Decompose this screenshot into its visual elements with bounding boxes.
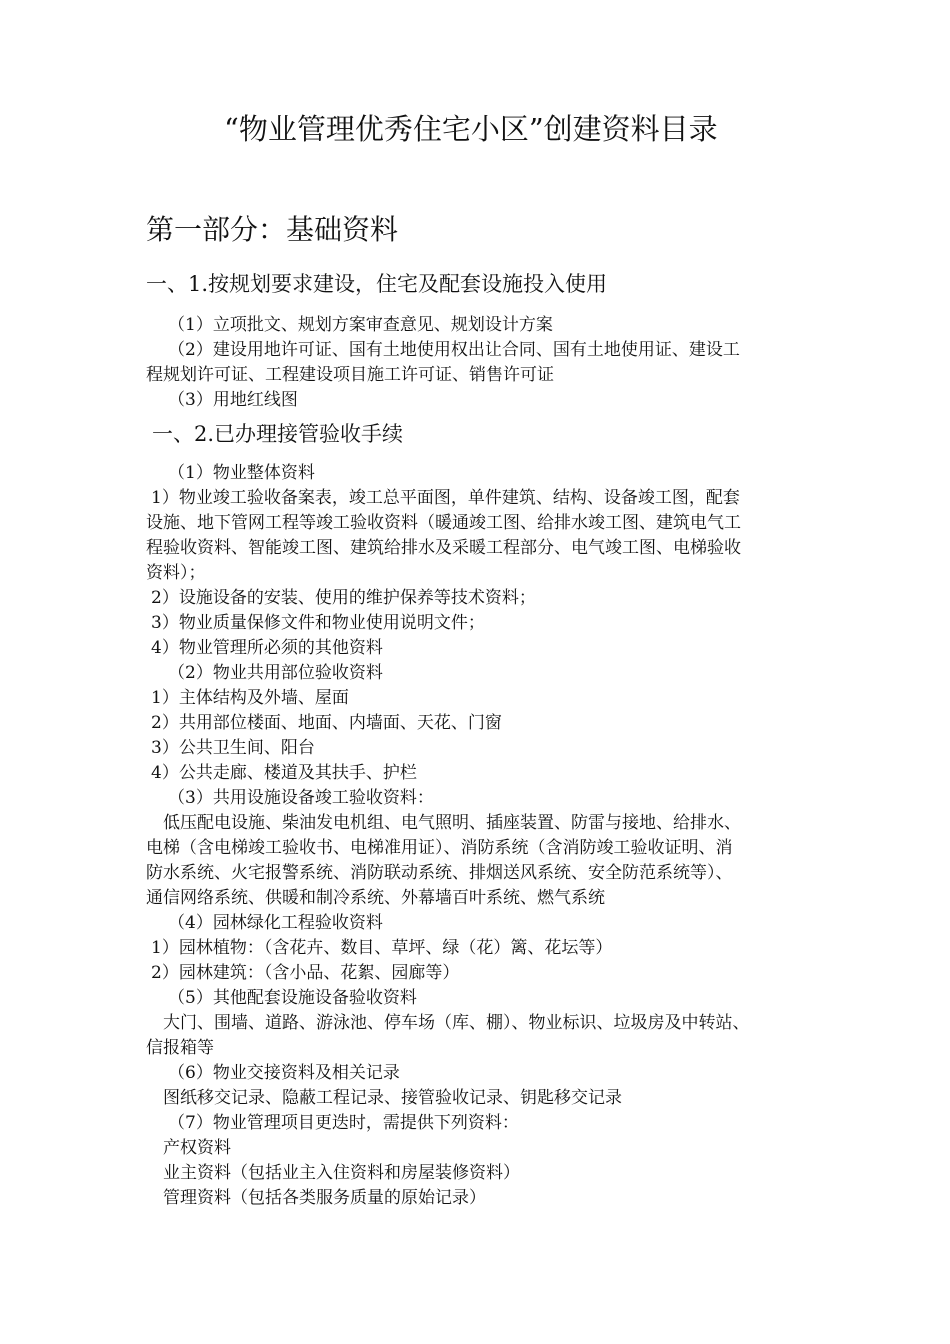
text-line: 程规划许可证、工程建设项目施工许可证、销售许可证 — [146, 365, 554, 385]
text-line: 1）主体结构及外墙、屋面 — [151, 688, 349, 708]
text-line: （5）其他配套设施设备验收资料 — [168, 988, 417, 1008]
text-line: 3）物业质量保修文件和物业使用说明文件； — [151, 613, 485, 633]
text-line: 2）设施设备的安装、使用的维护保养等技术资料； — [151, 588, 536, 608]
text-line: （1）物业整体资料 — [168, 463, 315, 483]
text-line: 程验收资料、智能竣工图、建筑给排水及采暖工程部分、电气竣工图、电梯验收 — [146, 538, 741, 558]
text-line: （1）立项批文、规划方案审查意见、规划设计方案 — [168, 315, 553, 335]
text-line: （6）物业交接资料及相关记录 — [168, 1063, 400, 1083]
text-line: 2）共用部位楼面、地面、内墙面、天花、门窗 — [151, 713, 502, 733]
text-line: 管理资料（包括各类服务质量的原始记录） — [163, 1188, 486, 1208]
text-line: 大门、围墙、道路、游泳池、停车场（库、棚）、物业标识、垃圾房及中转站、 — [163, 1013, 750, 1033]
document-title: “物业管理优秀住宅小区”创建资料目录 — [224, 112, 718, 146]
section-heading: 一、1.按规划要求建设，住宅及配套设施投入使用 — [146, 272, 608, 296]
text-line: 产权资料 — [163, 1138, 231, 1158]
text-line: （2）物业共用部位验收资料 — [168, 663, 383, 683]
text-line: 通信网络系统、供暖和制冷系统、外幕墙百叶系统、燃气系统 — [146, 888, 605, 908]
text-line: 低压配电设施、柴油发电机组、电气照明、插座装置、防雷与接地、给排水、 — [163, 813, 741, 833]
text-line: 业主资料（包括业主入住资料和房屋装修资料） — [163, 1163, 520, 1183]
text-line: 4）物业管理所必须的其他资料 — [151, 638, 383, 658]
text-line: 图纸移交记录、隐蔽工程记录、接管验收记录、钥匙移交记录 — [163, 1088, 622, 1108]
text-line: （2）建设用地许可证、国有土地使用权出让合同、国有土地使用证、建设工 — [168, 340, 740, 360]
text-line: 防水系统、火宅报警系统、消防联动系统、排烟送风系统、安全防范系统等）、 — [146, 863, 733, 883]
text-line: （7）物业管理项目更迭时，需提供下列资料： — [168, 1113, 519, 1133]
text-line: 3）公共卫生间、阳台 — [151, 738, 315, 758]
section-heading: 一、2.已办理接管验收手续 — [152, 422, 404, 446]
part-heading: 第一部分：基础资料 — [146, 213, 399, 246]
text-line: 4）公共走廊、楼道及其扶手、护栏 — [151, 763, 417, 783]
text-line: （4）园林绿化工程验收资料 — [168, 913, 383, 933]
text-line: 1）园林植物：（含花卉、数目、草坪、绿（花）篱、花坛等） — [151, 938, 613, 958]
text-line: （3）共用设施设备竣工验收资料： — [168, 788, 434, 808]
text-line: 电梯（含电梯竣工验收书、电梯准用证）、消防系统（含消防竣工验收证明、消 — [146, 838, 733, 858]
text-line: （3）用地红线图 — [168, 390, 298, 410]
text-line: 2）园林建筑：（含小品、花絮、园廊等） — [151, 963, 460, 983]
text-line: 1）物业竣工验收备案表，竣工总平面图，单件建筑、结构、设备竣工图，配套 — [151, 488, 740, 508]
text-line: 信报箱等 — [146, 1038, 214, 1058]
text-line: 设施、地下管网工程等竣工验收资料（暖通竣工图、给排水竣工图、建筑电气工 — [146, 513, 741, 533]
text-line: 资料）； — [146, 563, 206, 583]
